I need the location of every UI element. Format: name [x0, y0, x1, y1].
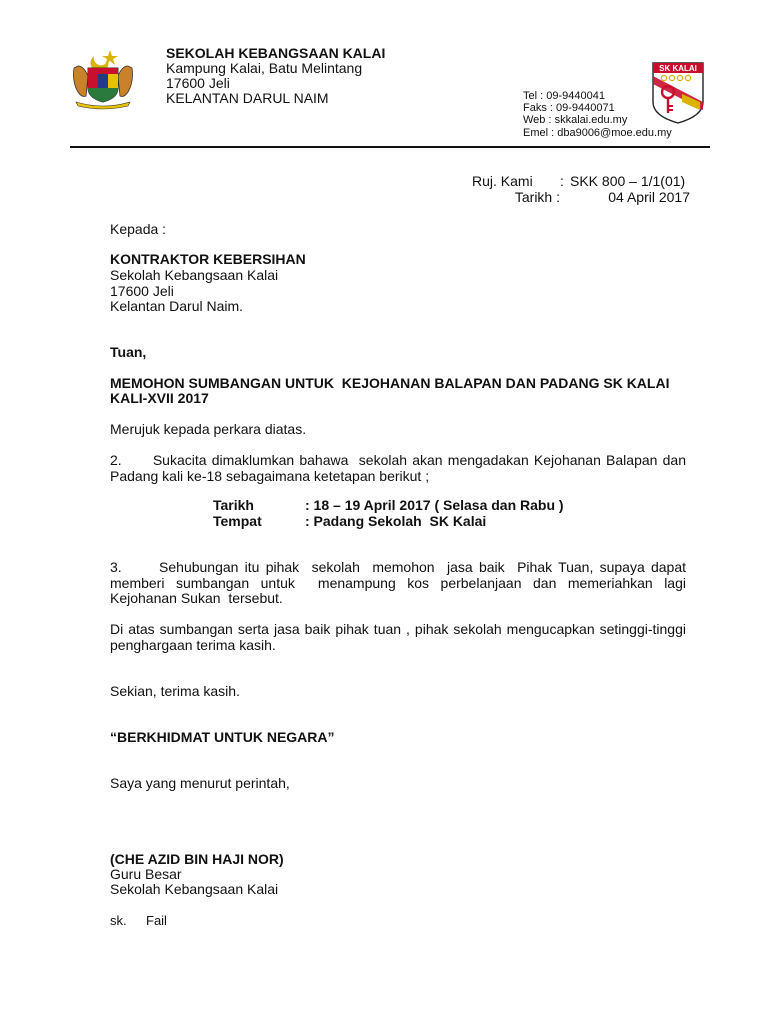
signatory-school: Sekolah Kebangsaan Kalai: [110, 881, 279, 897]
school-name: SEKOLAH KEBANGSAAN KALAI: [166, 45, 386, 61]
paragraph-2: 2. Sukacita dimaklumkan bahawa sekolah akan mengadakan Kejohanan Balapan dan Padang kali ke-18 sebagaimana ketetapan berikut ;: [110, 452, 690, 484]
recipient-line2: 17600 Jeli: [110, 283, 174, 299]
contact-fax: Faks : 09-9440071: [523, 102, 615, 115]
school-address-line2: 17600 Jeli: [166, 75, 230, 91]
contact-email: Emel : dba9006@moe.edu.my: [523, 126, 672, 139]
reference-separator: :: [560, 173, 564, 189]
to-label: Kepada :: [110, 221, 167, 237]
reference-value: SKK 800 – 1/1(01): [570, 173, 686, 189]
subject-line1: MEMOHON SUMBANGAN UNTUK KEJOHANAN BALAPAN DAN PADANG SK KALAI: [110, 375, 670, 391]
event-date-value: : 18 – 19 April 2017 ( Selasa dan Rabu ): [305, 497, 564, 513]
date-value: 04 April 2017: [608, 189, 690, 205]
contact-web: Web : skkalai.edu.my: [523, 114, 628, 127]
coat-of-arms-logo: [70, 48, 136, 110]
cc-value: Fail: [146, 913, 167, 928]
signatory-name: (CHE AZID BIN HAJI NOR): [110, 851, 284, 867]
cc-label: sk.: [110, 913, 127, 928]
contact-tel: Tel : 09-9440041: [523, 90, 605, 102]
subject-line2: KALI-XVII 2017: [110, 390, 209, 406]
school-badge-logo: [652, 62, 704, 124]
school-letterhead: [166, 46, 385, 106]
salutation: Tuan,: [110, 344, 147, 360]
reference-label: Ruj. Kami: [472, 173, 533, 189]
date-row: [472, 189, 690, 205]
paragraph-3: 3. Sehubungan itu pihak sekolah memohon jasa baik Pihak Tuan, supaya dapat memberi sumbangan untuk menampung kos perbelanjaan dan memeriahkan lagi Kejohanan Sukan tersebut.: [110, 559, 690, 607]
reference-row: [472, 173, 690, 189]
paragraph-1: Merujuk kepada perkara diatas.: [110, 421, 307, 437]
recipient-line1: Sekolah Kebangsaan Kalai: [110, 267, 279, 283]
motto: “BERKHIDMAT UNTUK NEGARA”: [110, 729, 335, 745]
date-label: Tarikh :: [514, 189, 560, 205]
event-place-label: Tempat: [213, 513, 262, 529]
sign-off: Saya yang menurut perintah,: [110, 775, 290, 791]
event-date-row: [213, 497, 564, 513]
school-address-line3: KELANTAN DARUL NAIM: [166, 90, 329, 106]
event-place-row: [213, 513, 564, 529]
recipient-line3: Kelantan Darul Naim.: [110, 298, 244, 314]
closing: Sekian, terima kasih.: [110, 683, 240, 699]
contact-info: [523, 90, 672, 139]
event-date-label: Tarikh: [213, 497, 254, 513]
signatory-title: Guru Besar: [110, 866, 182, 882]
reference-block: [472, 173, 690, 205]
header-divider: [70, 146, 710, 148]
badge-text: SK KALAI: [659, 64, 697, 73]
event-details: [213, 497, 564, 529]
recipient-name: KONTRAKTOR KEBERSIHAN: [110, 251, 306, 267]
paragraph-4: Di atas sumbangan serta jasa baik pihak tuan , pihak sekolah mengucapkan setinggi-tinggi penghargaan terima kasih.: [110, 621, 686, 653]
school-address-line1: Kampung Kalai, Batu Melintang: [166, 60, 363, 76]
event-place-value: : Padang Sekolah SK Kalai: [305, 513, 487, 529]
